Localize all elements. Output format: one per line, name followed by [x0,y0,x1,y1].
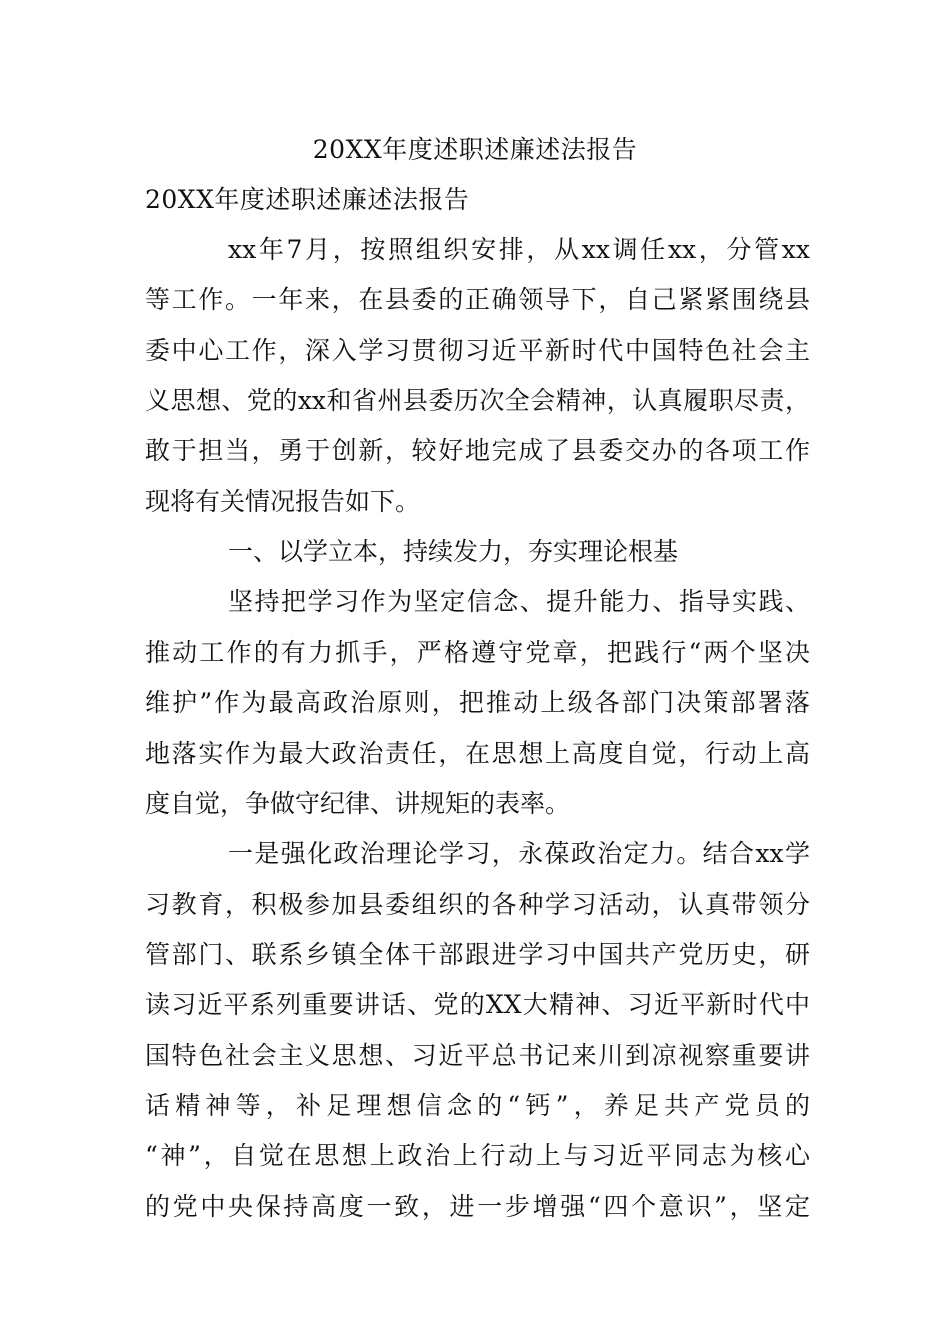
body-text-line: 话精神等，补足理想信念的“钙”，养足共产党员的 [145,1090,810,1120]
body-text-line: 义思想、党的xx和省州县委历次全会精神，认真履职尽责， [145,386,810,416]
body-text-line: 地落实作为最大政治责任，在思想上高度自觉，行动上高 [145,738,810,768]
body-text-line: 习教育，积极参加县委组织的各种学习活动，认真带领分 [145,889,810,919]
body-text-line: xx年7月，按照组织安排，从xx调任xx，分管xx [228,235,810,264]
body-text-line: 一、以学立本，持续发力，夯实理论根基 [228,537,679,567]
document-subtitle: 20XX年度述职述廉述法报告 [145,185,470,214]
body-text-line: 的党中央保持高度一致，进一步增强“四个意识”，坚定 [145,1191,810,1221]
body-text-line: 读习近平系列重要讲话、党的XX大精神、习近平新时代中 [145,990,810,1020]
body-text-line: 管部门、联系乡镇全体干部跟进学习中国共产党历史，研 [145,939,810,969]
body-text-line: “神”，自觉在思想上政治上行动上与习近平同志为核心 [145,1141,810,1171]
body-text-line: 等工作。一年来，在县委的正确领导下，自己紧紧围绕县 [145,285,810,315]
body-text-line: 一是强化政治理论学习，永葆政治定力。结合xx学 [228,839,810,869]
body-text-line: 委中心工作，深入学习贯彻习近平新时代中国特色社会主 [145,335,810,365]
body-text-line: 维护”作为最高政治原则，把推动上级各部门决策部署落 [145,688,810,718]
body-text-line: 坚持把学习作为坚定信念、提升能力、指导实践、 [228,587,810,617]
document-title: 20XX年度述职述廉述法报告 [312,135,638,164]
body-text-line: 度自觉，争做守纪律、讲规矩的表率。 [145,788,571,818]
body-text-line: 现将有关情况报告如下。 [145,486,421,516]
body-text-line: 敢于担当，勇于创新，较好地完成了县委交办的各项工作 [145,436,810,466]
body-text-line: 推动工作的有力抓手，严格遵守党章，把践行“两个坚决 [145,637,810,667]
body-text-line: 国特色社会主义思想、习近平总书记来川到凉视察重要讲 [145,1040,810,1070]
